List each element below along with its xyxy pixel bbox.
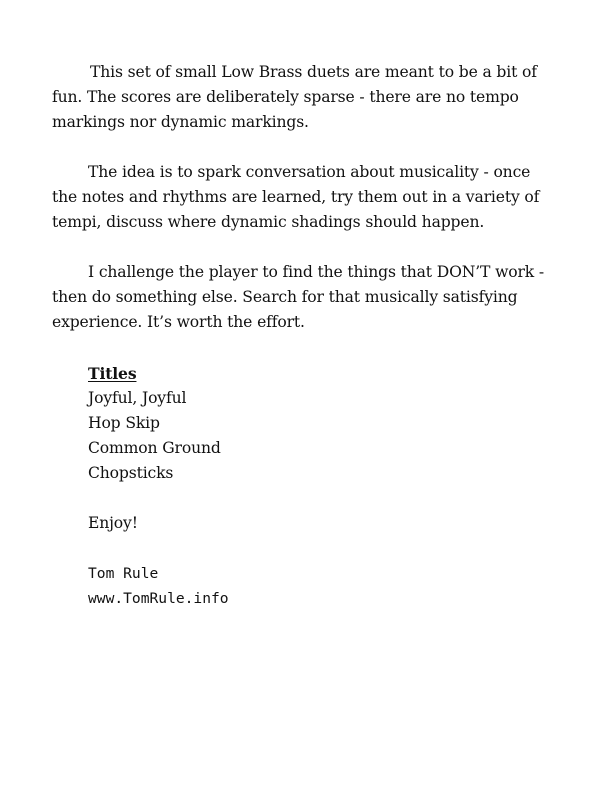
- title-item: Joyful, Joyful: [88, 389, 187, 407]
- intro-paragraph: This set of small Low Brass duets are meant to be a bit of fun. The scores are deliberately sparse - there are no tempo markings nor dynamic markings.: [52, 63, 537, 131]
- titles-section: [88, 361, 221, 486]
- author-name: Tom Rule: [88, 565, 159, 582]
- closing-text: Enjoy!: [88, 514, 138, 532]
- title-item: Hop Skip: [88, 414, 160, 432]
- signature-block: [88, 561, 229, 611]
- author-website: www.TomRule.info: [88, 590, 229, 607]
- challenge-paragraph: I challenge the player to find the things that DON’T work - then do something else. Search for that musically satisfying experience. It’s worth the effort.: [52, 263, 545, 331]
- titles-heading: Titles: [88, 364, 137, 383]
- title-item: Common Ground: [88, 439, 221, 457]
- idea-paragraph: The idea is to spark conversation about musicality - once the notes and rhythms are learned, try them out in a variety of tempi, discuss where dynamic shadings should happen.: [52, 163, 540, 231]
- title-item: Chopsticks: [88, 464, 174, 482]
